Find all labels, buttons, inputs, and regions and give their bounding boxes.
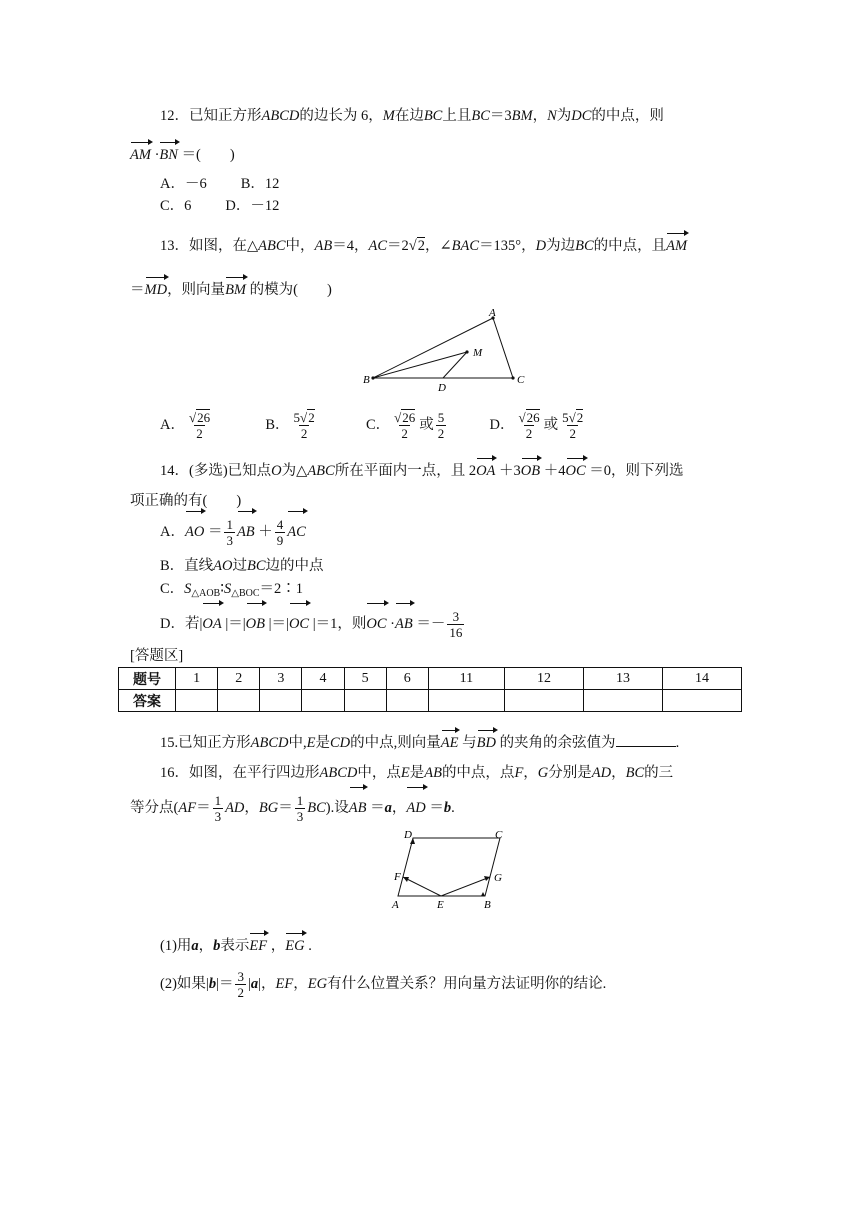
q13-stem-line2: ＝MD，则向量BM 的模为( ): [130, 282, 332, 298]
answer-table: [118, 667, 742, 712]
fig16-label-d: D: [404, 829, 412, 841]
answer-cell[interactable]: [344, 690, 386, 712]
q14-stem-line2: 项正确的有( ): [130, 493, 242, 509]
q12-option-d: D．－12: [225, 198, 280, 214]
answer-cell[interactable]: [176, 690, 218, 712]
question-number: 2: [218, 668, 260, 690]
q12-stem-line1: 12．已知正方形ABCD的边长为 6，M在边BC上且BC＝3BM，N为DC的中点，则: [160, 108, 664, 124]
answer-area-title: [答题区]: [130, 648, 184, 664]
fig16-label-g: G: [494, 872, 502, 884]
question-number: 14: [662, 668, 741, 690]
q12-option-c: C．6: [160, 198, 192, 214]
fig13-label-c: C: [517, 374, 525, 386]
q14-option-d: D．若|OA |＝|OB |＝|OC |＝1，则OC ·AB ＝－ $\frac{3}{16}$: [160, 606, 466, 642]
q16-part2: (2)如果|b|＝ $\frac{3}{2}$ |a|，EF，EG有什么位置关系？用向量方法证明你的结论.: [160, 969, 607, 1001]
answer-cell[interactable]: [218, 690, 260, 712]
q15-answer-blank[interactable]: [616, 746, 676, 747]
answer-cell[interactable]: [505, 690, 584, 712]
vector-am: AM: [130, 147, 151, 163]
fig13-label-m: M: [473, 347, 483, 359]
q13-option-a: A． $\frac{√26}{2}$: [160, 410, 211, 442]
q16-part1: (1)用a，b表示EF ，EG .: [160, 938, 312, 954]
answer-table-header-row: [119, 668, 742, 690]
question-number: 1: [176, 668, 218, 690]
fig13-label-a: A: [489, 308, 496, 319]
fig13-label-d: D: [438, 382, 446, 393]
q14-stem-line1: 14．(多选)已知点O为△ABC所在平面内一点，且 2OA ＋3OB ＋4OC ＝0，则下列选: [160, 463, 684, 479]
vector-bn: BN: [159, 147, 178, 163]
fig16-label-e: E: [437, 899, 444, 911]
q13-triangle-figure: [360, 308, 530, 393]
fig13-label-b: B: [363, 374, 370, 386]
question-number: 12: [505, 668, 584, 690]
fig16-label-a: A: [392, 899, 399, 911]
question-number: 5: [344, 668, 386, 690]
answer-cell[interactable]: [584, 690, 663, 712]
fig16-label-b: B: [484, 899, 491, 911]
q15-stem: 15.已知正方形ABCD中,E是CD的中点,则向量AE 与BD 的夹角的余弦值为 .: [160, 735, 680, 751]
q12-option-b: B．12: [240, 176, 280, 192]
q13-option-b: B． $\frac{5√2}{2}$: [265, 410, 315, 442]
q12-options-row2: [160, 196, 279, 216]
q12-options-row1: [160, 174, 279, 194]
answer-cell[interactable]: [662, 690, 741, 712]
answer-cell[interactable]: [386, 690, 428, 712]
question-number: 3: [260, 668, 302, 690]
answer-label: 答案: [119, 690, 176, 712]
q12-option-a: A．－6: [160, 176, 207, 192]
answer-table-answer-row: [119, 690, 742, 712]
q12-stem-line2: AM ·BN ＝( ): [130, 147, 235, 163]
q16-parallelogram-figure: [388, 826, 513, 911]
q13-option-c: C． $\frac{√26}{2}$ 或 $\frac{5}{2}$: [365, 410, 445, 442]
header-label: 题号: [119, 668, 176, 690]
q13-options: [160, 408, 587, 442]
answer-cell[interactable]: [302, 690, 344, 712]
q14-option-a: A．AO ＝ $\frac{1}{3}$ AB ＋ $\frac{4}{9}$ AC: [160, 514, 306, 550]
q14-option-c: C．$S_{\triangle AOB}∶S_{\triangle BOC}=2∶1$: [160, 581, 304, 599]
fig16-label-c: C: [495, 829, 503, 841]
answer-cell[interactable]: [428, 690, 504, 712]
q13-option-d: D． $\frac{√26}{2}$ 或 $\frac{5√2}{2}$: [489, 410, 584, 442]
question-number: 13: [584, 668, 663, 690]
q14-option-b: B．直线AO过BC边的中点: [160, 558, 324, 574]
q13-stem-line1: 13．如图，在△ABC中，AB＝4，AC＝2√2，∠BAC＝135°，D为边BC的中点，且AM: [160, 238, 688, 254]
answer-cell[interactable]: [260, 690, 302, 712]
q16-stem-line1: 16．如图，在平行四边形ABCD中，点E是AB的中点，点F，G分别是AD，BC的三: [160, 765, 674, 781]
question-number: 4: [302, 668, 344, 690]
fig16-label-f: F: [394, 871, 401, 883]
q16-stem-line2: 等分点(AF＝ $\frac{1}{3}$ AD，BG＝ $\frac{1}{3}$ BC).设AB ＝a，AD ＝b.: [130, 790, 455, 826]
question-number: 6: [386, 668, 428, 690]
question-number: 11: [428, 668, 504, 690]
